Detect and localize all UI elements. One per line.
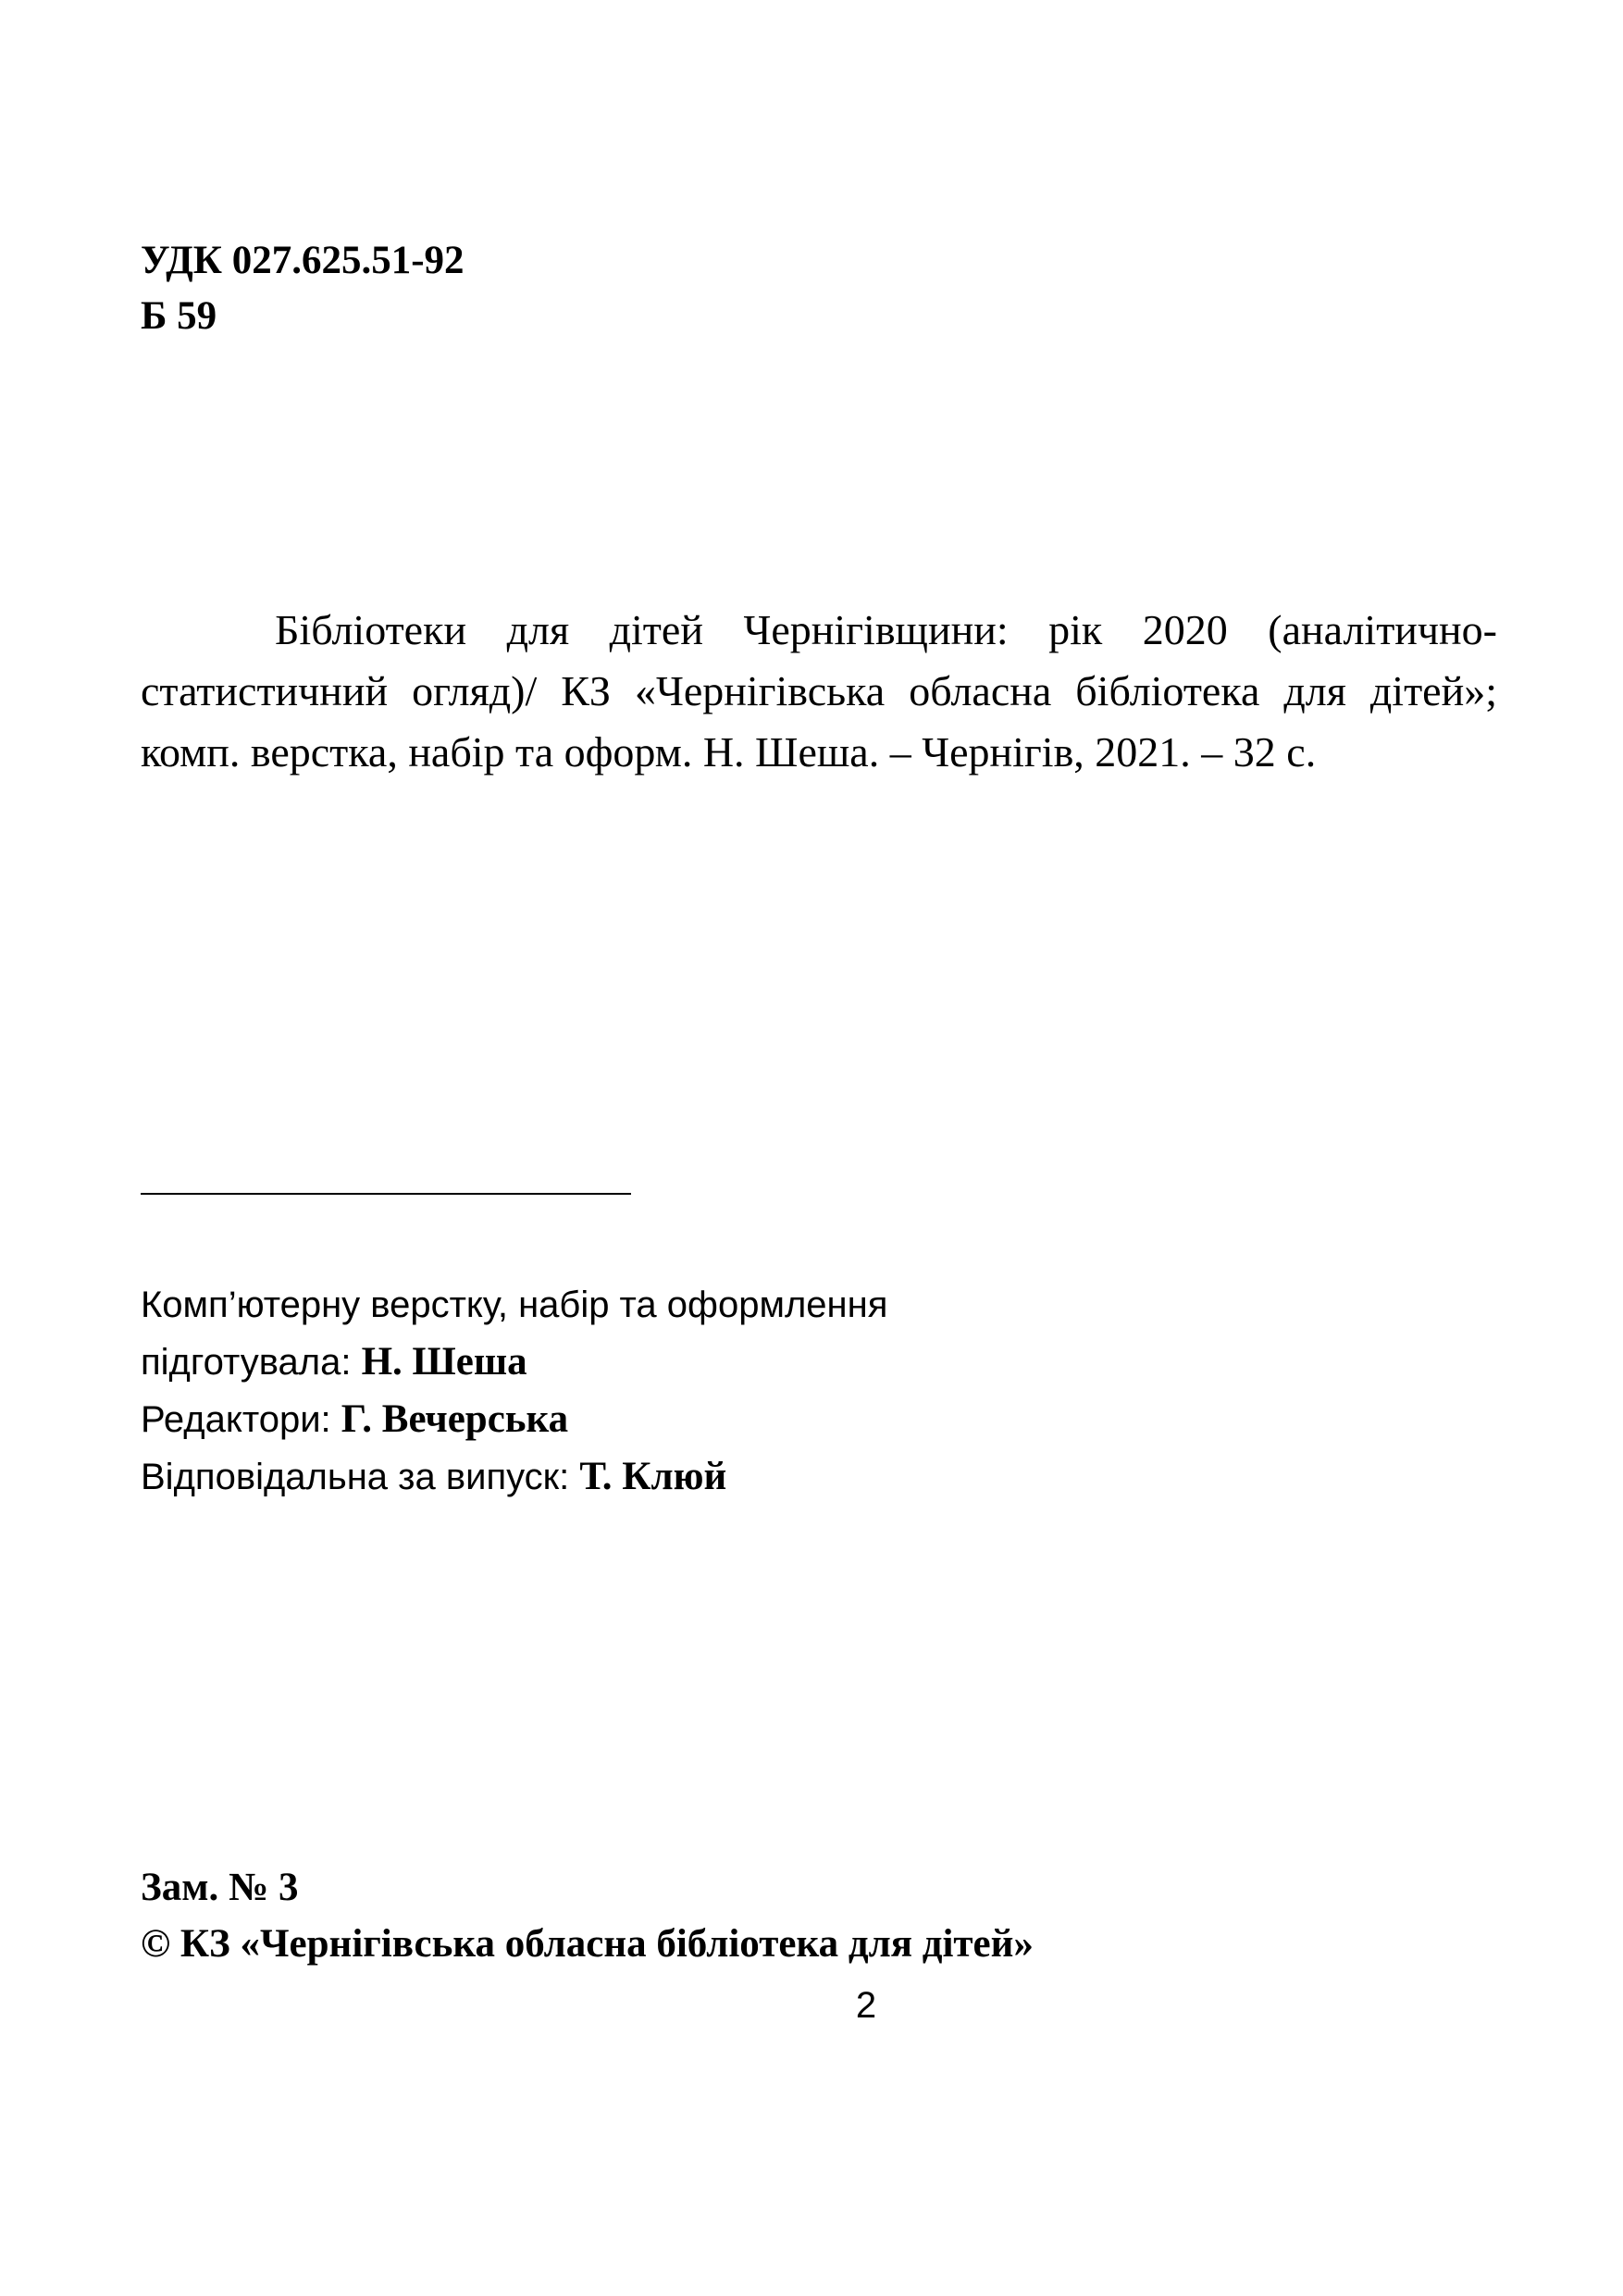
credits-line-prepared [141,1334,887,1391]
bibliographic-description: Бібліотеки для дітей Чернігівщини: рік 2020 (аналітично-статистичний огляд)/ КЗ «Чернігівська обласна бібліотека для дітей»; комп. верстка, набір та оформ. Н. Шеша. – Чернігів, 2021. – 32 с. [141,606,1497,776]
responsible-label: Відповідальна за випуск: [141,1457,580,1497]
order-number: Зам. № 3 [141,1866,299,1909]
prepared-label: підготувала: [141,1342,362,1383]
credits-line-layout [141,1277,887,1334]
responsible-name: Т. Клюй [579,1455,727,1498]
credits-line-responsible [141,1448,887,1506]
page-number: 2 [855,1985,877,2026]
divider-line [141,1193,631,1195]
editors-label: Редактори: [141,1399,341,1440]
editors-name: Г. Вечерська [341,1397,569,1441]
layout-label: Комп’ютерну верстку, набір та оформлення [141,1285,888,1325]
credits-block [141,1277,887,1506]
credits-line-editors [141,1391,887,1448]
publication-footer [141,1859,1034,1972]
udc-code: УДК 027.625.51-92 [141,239,465,282]
classification-block [141,233,465,344]
author-mark: Б 59 [141,294,217,338]
prepared-name: Н. Шеша [361,1340,527,1384]
copyright-notice: © КЗ «Чернігівська обласна бібліотека для дітей» [141,1922,1034,1966]
